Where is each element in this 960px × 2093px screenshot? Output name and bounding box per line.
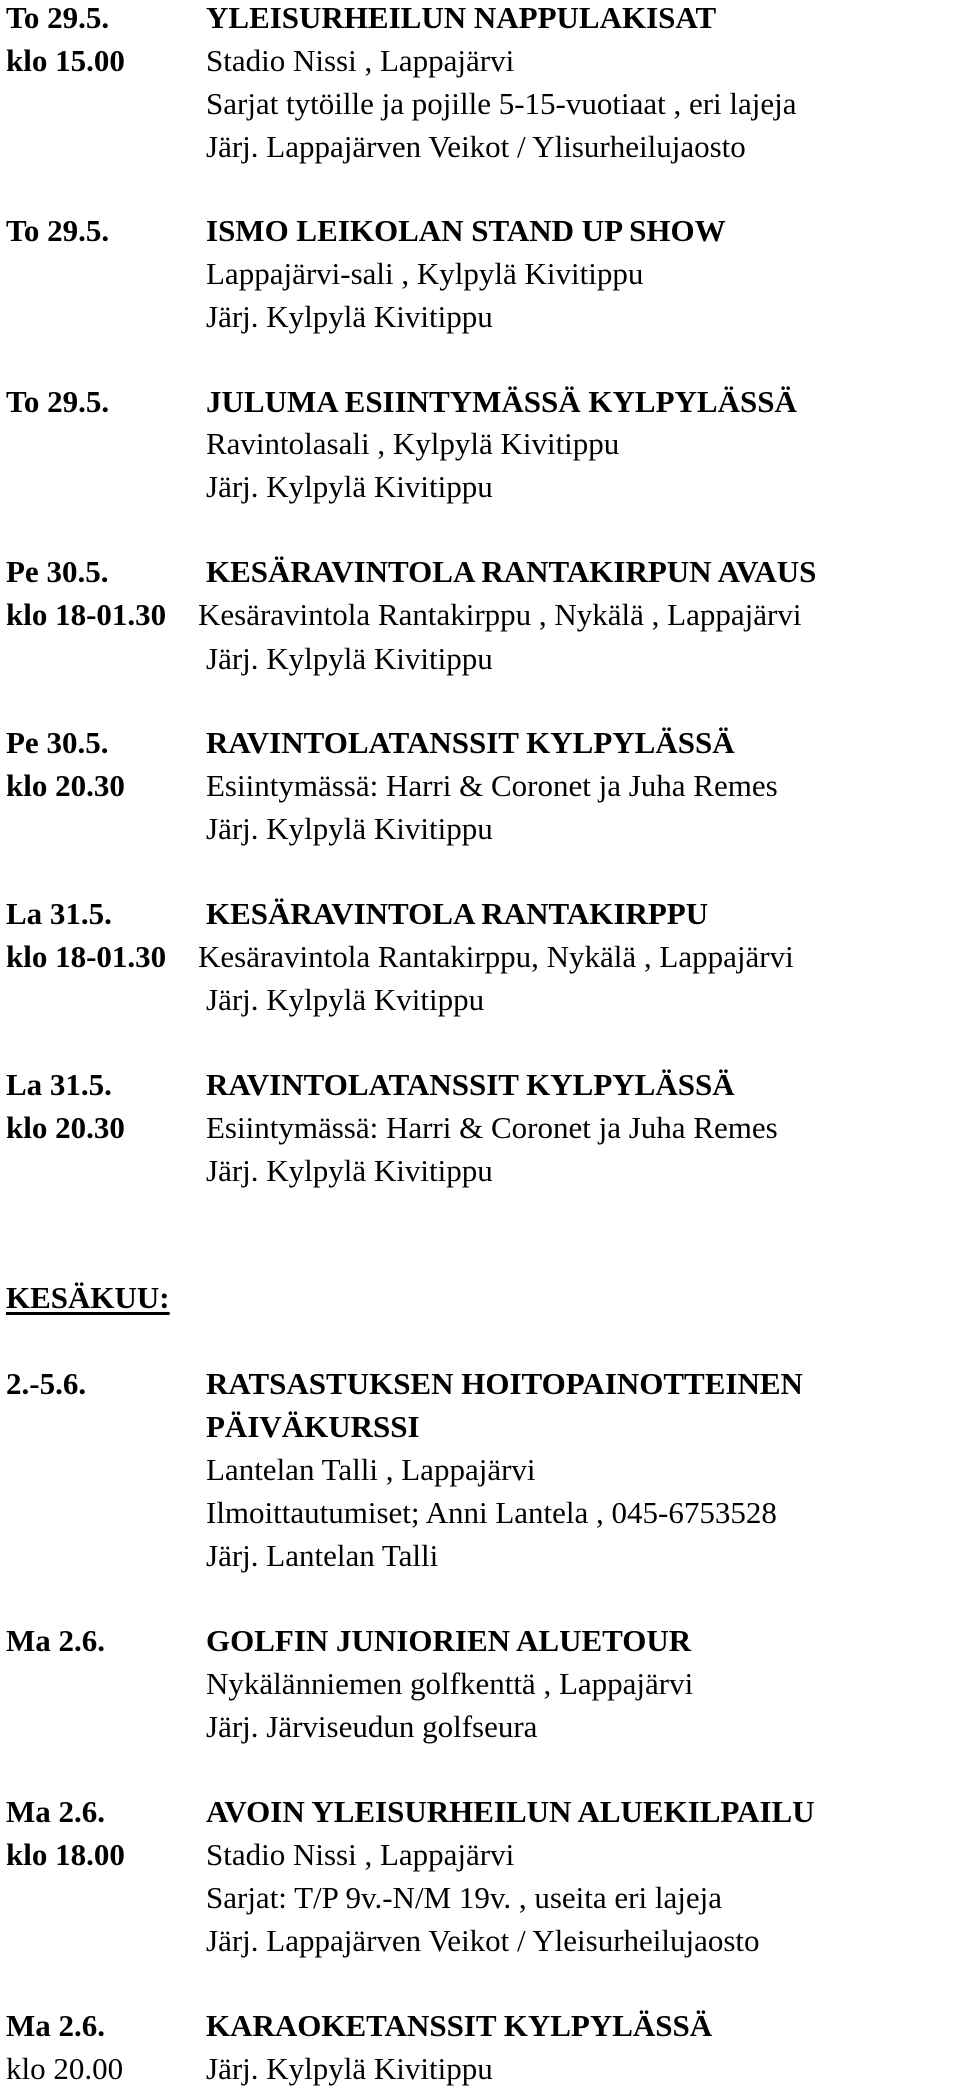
event-title: ISMO LEIKOLAN STAND UP SHOW [206, 213, 726, 248]
event-detail: Järj. Kylpylä Kivitippu [206, 1153, 493, 1188]
event-row [0, 1106, 960, 1149]
event-date: Pe 30.5. [6, 725, 109, 760]
event-row [0, 1919, 960, 1962]
event-time: klo 15.00 [6, 43, 125, 78]
event-row [0, 82, 960, 125]
event-detail: Stadio Nissi , Lappajärvi [206, 1837, 515, 1872]
event-time: klo 18-01.30 [6, 597, 167, 632]
event-row [0, 295, 960, 338]
event-row [0, 1149, 960, 1192]
event-detail: Järj. Lappajärven Veikot / Yleisurheilujaosto [206, 1923, 760, 1958]
event-row [0, 593, 960, 636]
event-time: klo 18.00 [6, 1837, 125, 1872]
event-date: La 31.5. [6, 896, 112, 931]
event-row [0, 1790, 960, 1833]
section-heading-row [0, 1276, 960, 1319]
event-row [0, 1619, 960, 1662]
event-row [0, 935, 960, 978]
event-detail: Kesäravintola Rantakirppu , Nykälä , Lappajärvi [198, 597, 802, 632]
event-title: RATSASTUKSEN HOITOPAINOTTEINEN [206, 1366, 803, 1401]
event-date: Ma 2.6. [6, 1794, 106, 1829]
event-detail: Nykälänniemen golfkenttä , Lappajärvi [206, 1666, 694, 1701]
event-detail: Järj. Kylpylä Kivitippu [206, 469, 493, 504]
event-row [0, 380, 960, 423]
event-detail: Järj. Kylpylä Kvitippu [206, 982, 485, 1017]
event-row [0, 465, 960, 508]
event-detail: Järj. Kylpylä Kivitippu [206, 2051, 493, 2086]
event-row [0, 807, 960, 850]
event-detail: Järj. Järviseudun golfseura [206, 1709, 538, 1744]
event-date: 2.-5.6. [6, 1366, 87, 1401]
event-row [0, 209, 960, 252]
event-detail: Lantelan Talli , Lappajärvi [206, 1452, 536, 1487]
event-row [0, 764, 960, 807]
event-detail: Esiintymässä: Harri & Coronet ja Juha Remes [206, 768, 778, 803]
event-date: To 29.5. [6, 0, 110, 35]
event-date: To 29.5. [6, 213, 110, 248]
event-row [0, 1833, 960, 1876]
event-row [0, 2047, 960, 2090]
event-row [0, 2004, 960, 2047]
event-time: klo 20.30 [6, 768, 125, 803]
event-row [0, 550, 960, 593]
event-detail: Järj. Kylpylä Kivitippu [206, 299, 493, 334]
event-row [0, 1705, 960, 1748]
event-row [0, 978, 960, 1021]
event-title: KESÄRAVINTOLA RANTAKIRPUN AVAUS [206, 554, 817, 589]
event-title: RAVINTOLATANSSIT KYLPYLÄSSÄ [206, 1067, 735, 1102]
event-time: klo 18-01.30 [6, 939, 167, 974]
event-detail: Järj. Lappajärven Veikot / Ylisurheilujaosto [206, 129, 746, 164]
event-row [0, 637, 960, 680]
event-title: YLEISURHEILUN NAPPULAKISAT [206, 0, 717, 35]
event-title: AVOIN YLEISURHEILUN ALUEKILPAILU [206, 1794, 815, 1829]
section-heading: KESÄKUU: [6, 1280, 170, 1315]
event-detail: Järj. Kylpylä Kivitippu [206, 811, 493, 846]
event-title: RAVINTOLATANSSIT KYLPYLÄSSÄ [206, 725, 735, 760]
event-detail: Järj. Kylpylä Kivitippu [206, 641, 493, 676]
event-time: klo 20.00 [6, 2051, 124, 2086]
event-detail: Stadio Nissi , Lappajärvi [206, 43, 515, 78]
event-row [0, 1448, 960, 1491]
event-title: KARAOKETANSSIT KYLPYLÄSSÄ [206, 2008, 713, 2043]
event-row [0, 422, 960, 465]
event-row [0, 1662, 960, 1705]
event-detail: Lappajärvi-sali , Kylpylä Kivitippu [206, 256, 644, 291]
event-row [0, 1491, 960, 1534]
event-detail: Sarjat: T/P 9v.-N/M 19v. , useita eri lajeja [206, 1880, 722, 1915]
event-row [0, 1063, 960, 1106]
event-title-continued: PÄIVÄKURSSI [206, 1409, 420, 1444]
event-detail: Esiintymässä: Harri & Coronet ja Juha Remes [206, 1110, 778, 1145]
event-row [0, 1534, 960, 1577]
event-row [0, 1876, 960, 1919]
event-title: KESÄRAVINTOLA RANTAKIRPPU [206, 896, 709, 931]
event-detail: Sarjat tytöille ja pojille 5-15-vuotiaat , eri lajeja [206, 86, 797, 121]
event-detail: Ilmoittautumiset; Anni Lantela , 045-6753528 [206, 1495, 777, 1530]
event-title: JULUMA ESIINTYMÄSSÄ KYLPYLÄSSÄ [206, 384, 797, 419]
event-row [0, 721, 960, 764]
event-row [0, 892, 960, 935]
event-date: Ma 2.6. [6, 2008, 106, 2043]
event-date: La 31.5. [6, 1067, 112, 1102]
event-row [0, 252, 960, 295]
event-detail: Ravintolasali , Kylpylä Kivitippu [206, 426, 620, 461]
event-row [0, 39, 960, 82]
event-date: Pe 30.5. [6, 554, 109, 589]
event-detail: Kesäravintola Rantakirppu, Nykälä , Lappajärvi [198, 939, 794, 974]
event-detail: Järj. Lantelan Talli [206, 1538, 439, 1573]
event-date: Ma 2.6. [6, 1623, 106, 1658]
event-row [0, 1362, 960, 1405]
event-date: To 29.5. [6, 384, 110, 419]
event-row [0, 1405, 960, 1448]
event-row [0, 0, 960, 39]
event-row [0, 125, 960, 168]
event-time: klo 20.30 [6, 1110, 125, 1145]
event-title: GOLFIN JUNIORIEN ALUETOUR [206, 1623, 692, 1658]
